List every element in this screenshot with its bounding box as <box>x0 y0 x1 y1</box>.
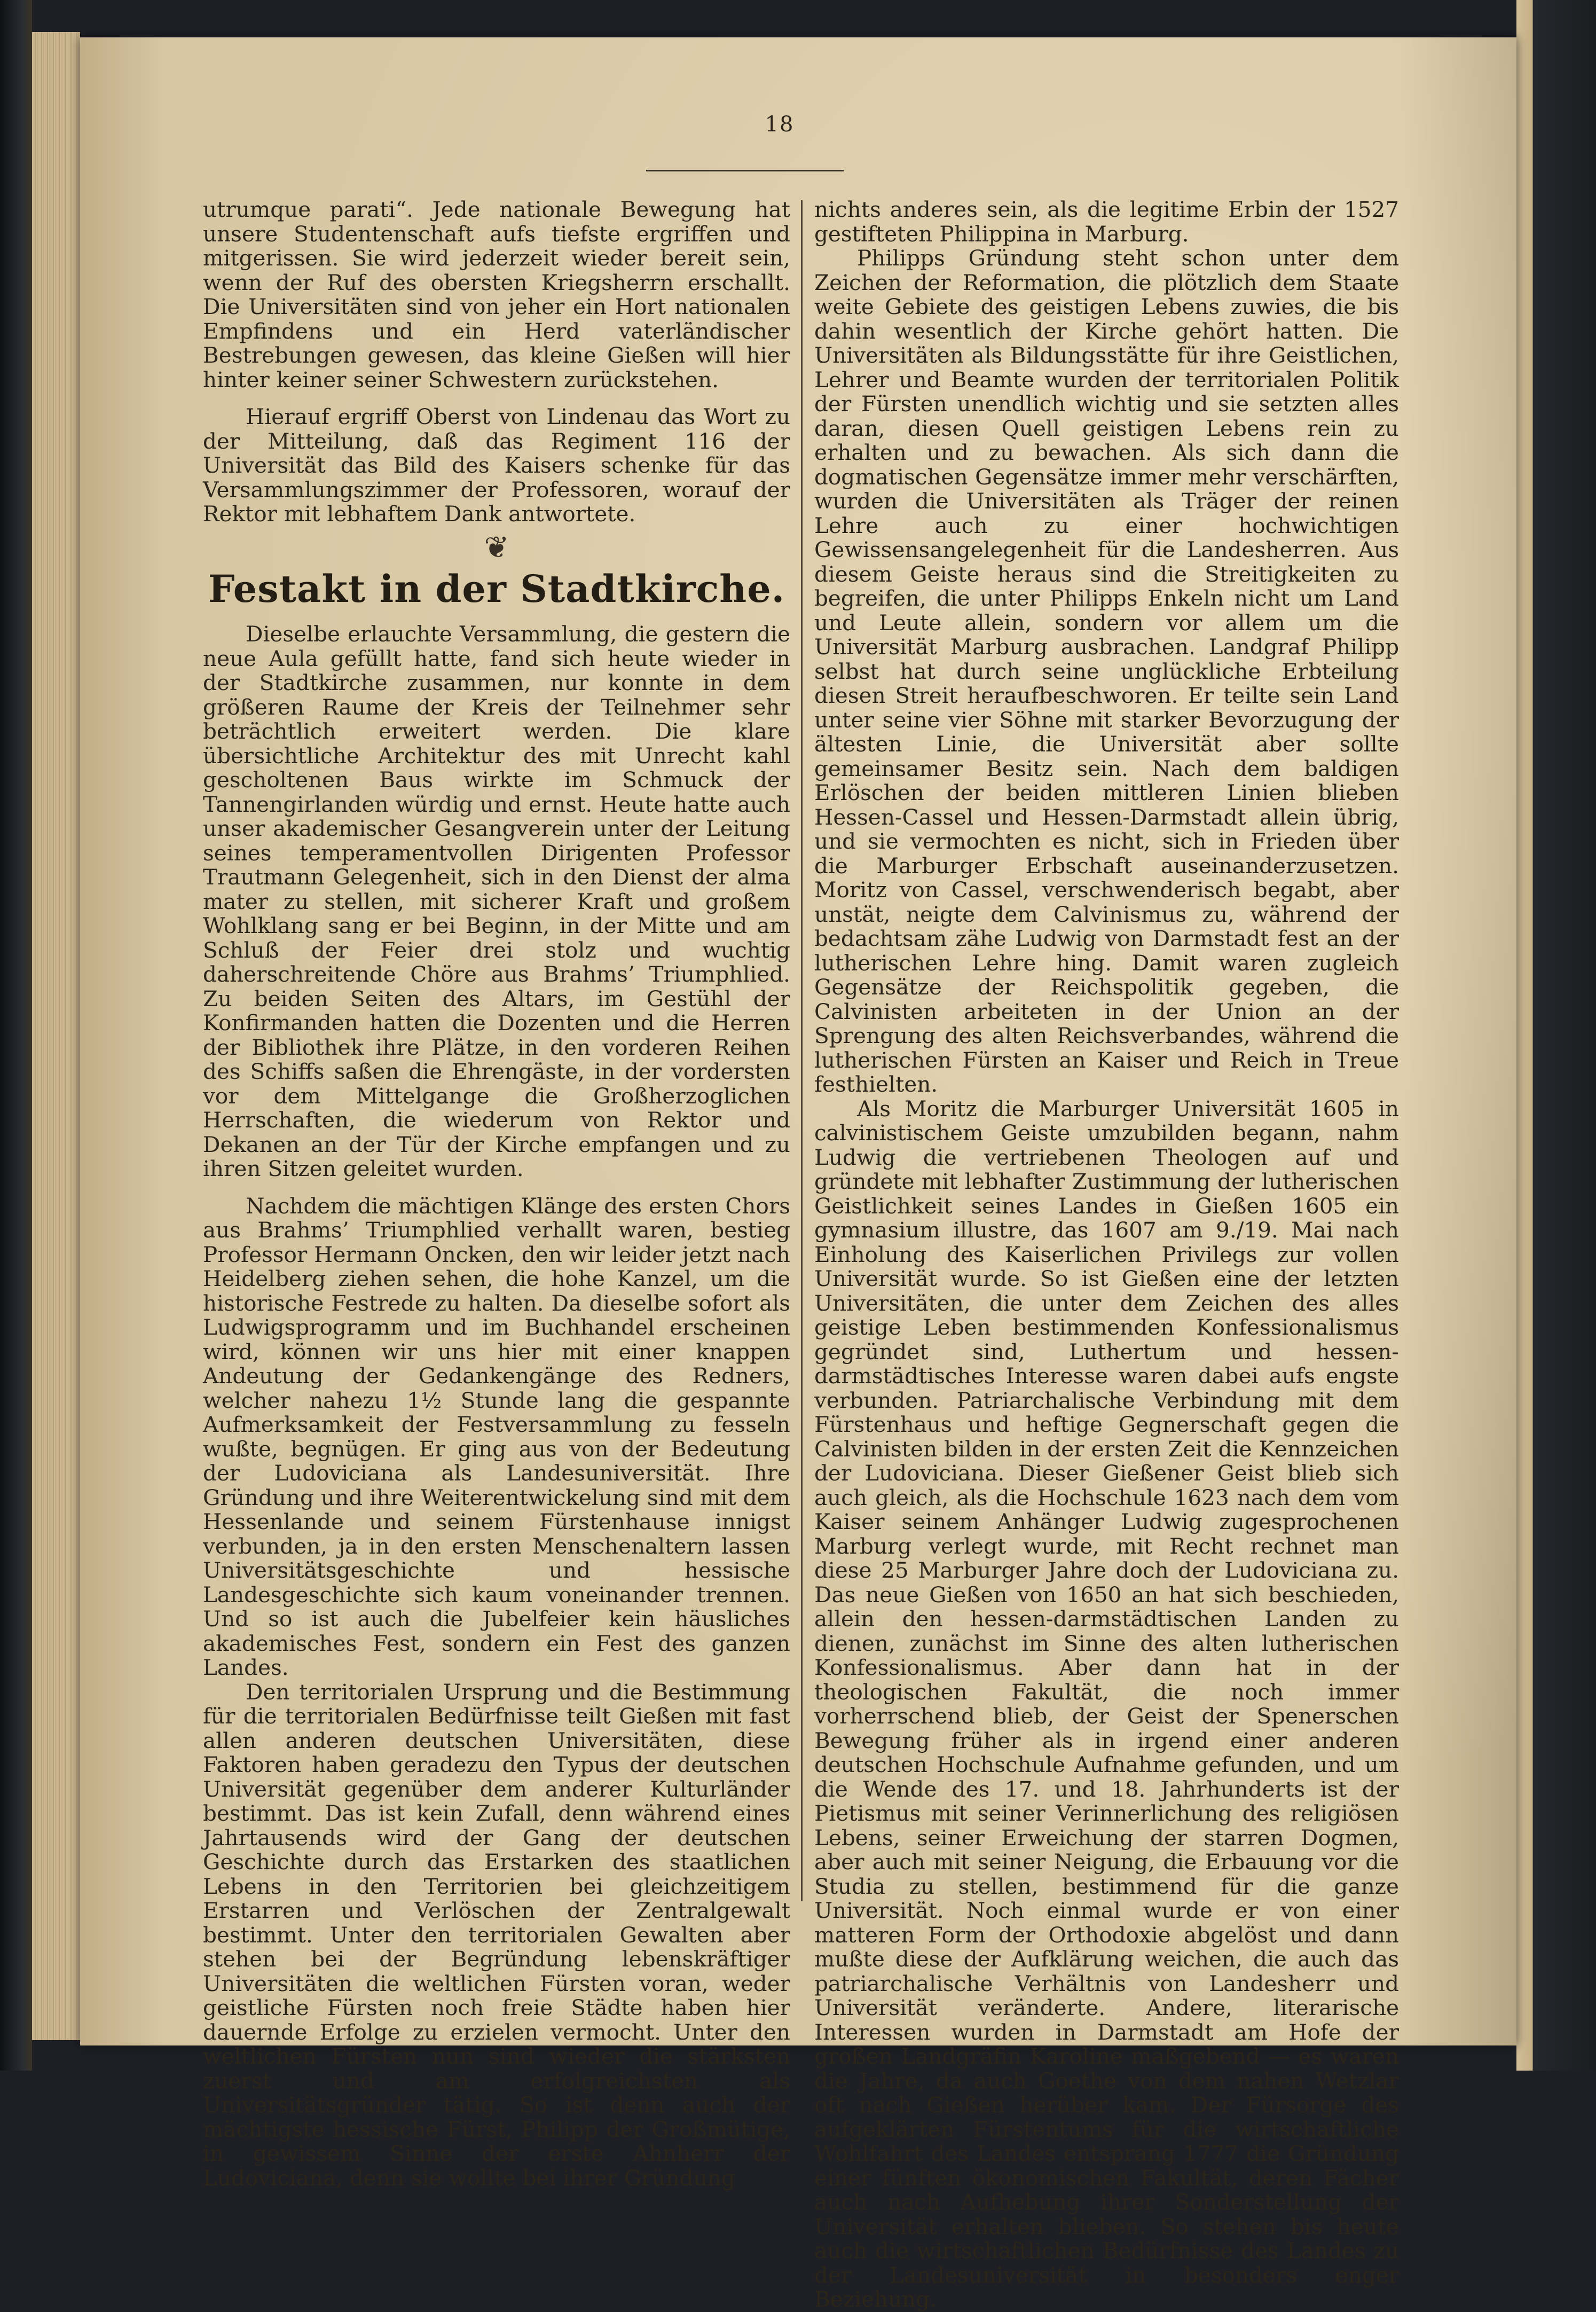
paragraph: Als Moritz die Marburger Universität 1605 in calvinistischem Geiste umzubilden begann, nahm Ludwig die vertriebenen Theologen auf und gründete mit lebhafter Zustimmung der lutherischen Geistlichkeit seines Landes in Gießen 1605 ein gymnasium illustre, das 1607 am 9./19. Mai nach Einholung des Kaiserlichen Privilegs zur vollen Universität wurde. So ist Gießen eine der letzten Universitäten, die unter dem Zeichen des alles geistige Leben bestimmenden Konfessionalismus gegründet sind, Luthertum und hessen-darmstädtisches Interesse waren dabei aufs engste verbunden. Patriarchalische Verbindung mit dem Fürstenhaus und heftige Gegnerschaft gegen die Calvinisten bilden in der ersten Zeit die Kennzeichen der Ludoviciana. Dieser Gießener Geist blieb sich auch gleich, als die Hochschule 1623 nach dem vom Kaiser seinem Anhänger Ludwig zugesprochenen Marburg verlegt wurde, mit Recht rechnet man diese 25 Marburger Jahre doch der Ludoviciana zu. Das neue Gießen von 1650 an hat sich beschieden, allein den hessen-darmstädtischen Landen zu dienen, zunächst im Sinne des alten lutherischen Konfessionalismus. Aber dann hat in der theologischen Fakultät, die noch immer vorherrschend blieb, der Geist der Spenerschen Bewegung früher als in irgend einer anderen deutschen Hochschule Aufnahme gefunden, und um die Wende des 17. und 18. Jahrhunderts ist der Pietismus mit seiner Verinnerlichung des religiösen Lebens, seiner Erweichung der starren Dogmen, aber auch mit seiner Neigung, die Erbauung vor die Studia zu stellen, bestimmend für die ganze Universität. Noch einmal wurde er von einer matteren Form der Orthodoxie abgelöst und dann mußte diese der Aufklärung weichen, die auch das patriarchalische Verhältnis von Landesherr und Universität veränderte. Andere, literarische Interessen wurden in Darmstadt am Hofe der großen Landgräfin Karoline maßgebend — es waren die Jahre, da auch Goethe von dem nahen Wetzlar oft nach Gießen herüber kam. Der Fürsorge des aufgeklärten Fürstentums für die wirtschaftliche Wohlfahrt des Landes entsprang 1777 die Gründung einer fünften ökonomischen Fakultät, deren Fächer auch nach Aufhebung ihrer Sonderstellung der Universität erhalten blieben. So stehen bis heute auch die wirtschaftlichen Bedürfnisse des Landes zu der Landesuniversität in besonders enger Beziehung. <box>814 1095 1399 2312</box>
paragraph: Nachdem die mächtigen Klänge des ersten Chors aus Brahms’ Triumphlied verhallt waren, bestieg Professor Hermann Oncken, den wir leider jetzt nach Heidelberg ziehen sehen, die hohe Kanzel, um die historische Festrede zu halten. Da dieselbe sofort als Ludwigsprogramm und im Buchhandel erscheinen wird, können wir uns hier mit einer knappen Andeutung der Gedankengänge des Redners, welcher nahezu 1½ Stunde lang die gespannte Aufmerksamkeit der Festversammlung zu fesseln wußte, begnügen. Er ging aus von der Bedeutung der Ludoviciana als Landesuniversität. Ihre Gründung und ihre Weiterentwickelung sind mit dem Hessenlande und seinem Fürstenhause innigst verbunden, ja in den ersten Menschenaltern lassen Universitätsgeschichte und hessische Landesgeschichte sich kaum voneinander trennen. Und so ist auch die Jubelfeier kein häusliches akademisches Fest, sondern ein Fest des ganzen Landes. <box>203 1193 790 1680</box>
book-cover-edge <box>1516 0 1596 2071</box>
page-edges <box>32 32 80 2040</box>
paragraph: Den territorialen Ursprung und die Bestimmung für die territorialen Bedürfnisse teilt Gießen mit fast allen anderen deutschen Universitäten, diese Faktoren haben geradezu den Typus der deutschen Universität gegenüber dem anderer Kulturländer bestimmt. Das ist kein Zufall, denn während eines Jahrtausends wird der Gang der deutschen Geschichte durch das Erstarken des staatlichen Lebens in den Territorien bei gleichzeitigem Erstarren und Verlöschen der Zentralgewalt bestimmt. Unter den territorialen Gewalten aber stehen bei der Begründung lebenskräftiger Universitäten die weltlichen Fürsten voran, weder geistliche Fürsten noch freie Städte haben hier dauernde Erfolge zu erzielen vermocht. Unter den weltlichen Fürsten nun sind wieder die stärksten zuerst und am erfolgreichsten als Universitätsgründer tätig. So ist denn auch der mächtigste hessische Fürst, Philipp der Großmütige, in gewissem Sinne der erste Ahnherr der Ludoviciana, denn sie wollte bei ihrer Gründung <box>203 1679 790 2191</box>
section-heading: Festakt in der Stadtkirche. <box>208 566 785 611</box>
paragraph: Hierauf ergriff Oberst von Lindenau das Wort zu der Mitteilung, daß das Regiment 116 der Universität das Bild des Kaisers schenke für das Versammlungszimmer der Professoren, worauf der Rektor mit lebhaftem Dank antwortete. <box>203 404 790 527</box>
header-rule <box>646 170 844 171</box>
right-column <box>814 198 1399 2312</box>
left-column <box>203 198 790 2190</box>
column-divider <box>801 200 803 1901</box>
page-number: 18 <box>765 112 795 137</box>
paragraph: Philipps Gründung steht schon unter dem Zeichen der Reformation, die plötzlich dem Staate weite Gebiete des geistigen Lebens zuwies, die bis dahin wesentlich der Kirche gehört hatten. Die Universitäten als Bildungsstätte für ihre Geistlichen, Lehrer und Beamte wurden der territorialen Politik der Fürsten unendlich wichtig und sie setzten alles daran, diesen Quell geistigen Lebens rein zu erhalten und zu bewachen. Als sich dann die dogmatischen Gegensätze immer mehr verschärften, wurden die Universitäten als Träger der reinen Lehre auch zu einer hochwichtigen Gewissensangelegenheit für die Landesherren. Aus diesem Geiste heraus sind die Streitigkeiten zu begreifen, die unter Philipps Enkeln nicht um Land und Leute allein, sondern vor allem um die Universität Marburg ausbrachen. Landgraf Philipp selbst hat durch seine unglückliche Erbteilung diesen Streit heraufbeschworen. Er teilte sein Land unter seine vier Söhne mit starker Bevorzugung der ältesten Linie, die Universität aber sollte gemeinsamer Besitz sein. Nach dem baldigen Erlöschen der beiden mittleren Linien blieben Hessen-Cassel und Hessen-Darmstadt allein übrig, und sie vermochten es nicht, sich in Frieden über die Marburger Erbschaft auseinanderzusetzen. Moritz von Cassel, verschwenderisch begabt, aber unstät, neigte dem Calvinismus zu, während der bedachtsam zähe Ludwig von Darmstadt fest an der lutherischen Lehre hing. Damit waren zugleich Gegensätze der Reichspolitik gegeben, die Calvinisten arbeiteten in der Union an der Sprengung des alten Reichsverbandes, während die lutherischen Fürsten an Kaiser und Reich in Treue festhielten. <box>814 245 1399 1097</box>
paragraph: Dieselbe erlauchte Versammlung, die gestern die neue Aula gefüllt hatte, fand sich heute wieder in der Stadtkirche zusammen, nur konnte in dem größeren Raume der Kreis der Teilnehmer sehr beträchtlich erweitert werden. Die klare übersichtliche Architektur des mit Unrecht kahl gescholtenen Baus wirkte im Schmuck der Tannengirlanden würdig und ernst. Heute hatte auch unser akademischer Gesangverein unter der Leitung seines temperamentvollen Dirigenten Professor Trautmann Gelegenheit, sich in den Dienst der alma mater zu stellen, mit sicherer Kraft und großem Wohlklang sang er bei Beginn, in der Mitte und am Schluß der Feier drei stolz und wuchtig daherschreitende Chöre aus Brahms’ Triumphlied. Zu beiden Seiten des Altars, im Gestühl der Konfirmanden hatten die Dozenten und die Herren der Bibliothek ihre Plätze, in den vorderen Reihen des Schiffs saßen die Ehrengäste, in der vordersten vor dem Mittelgange die Großherzoglichen Herrschaften, die wiederum von Rektor und Dekanen an der Tür der Kirche empfangen und zu ihren Sitzen geleitet wurden. <box>203 621 790 1181</box>
ornament-icon: ❦ <box>484 530 509 565</box>
book-binding <box>0 0 32 2071</box>
paragraph: utrumque parati“. Jede nationale Bewegung hat unsere Studentenschaft aufs tiefste ergriffen und mitgerissen. Sie wird jederzeit wieder bereit sein, wenn der Ruf des obersten Kriegsherrn erschallt. Die Universitäten sind von jeher ein Hort nationalen Empfindens und ein Herd vaterländischer Bestrebungen gewesen, das kleine Gießen will hier hinter keiner seiner Schwestern zurückstehen. <box>203 197 790 393</box>
paragraph: nichts anderes sein, als die legitime Erbin der 1527 gestifteten Philippina in Marburg. <box>814 197 1399 247</box>
